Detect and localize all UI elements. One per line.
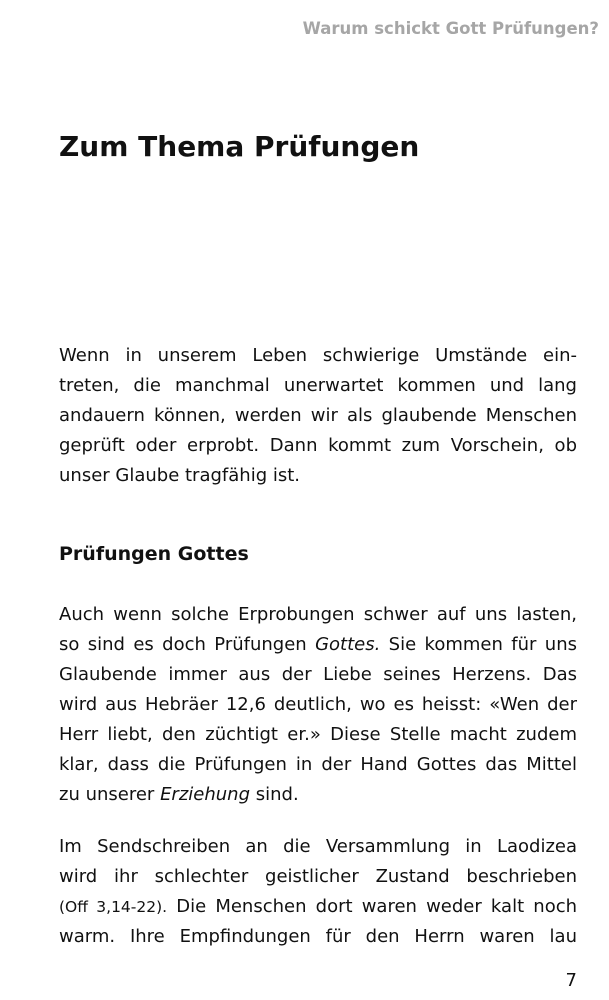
paragraph-line: warm. Ihre Empfindungen für den Herrn waren lau: [59, 926, 577, 947]
paragraph-line: geprüft oder erprobt. Dann kommt zum Vorschein, ob: [59, 435, 577, 456]
running-header: Warum schickt Gott Prüfungen?: [302, 19, 599, 38]
paragraph-line: treten, die manchmal unerwartet kommen und lang: [59, 375, 577, 396]
paragraph-line: wird aus Hebräer 12,6 deutlich, wo es heisst: «Wen der: [59, 694, 577, 715]
bible-reference: (Off 3,14-22).: [59, 898, 168, 916]
paragraph-line: [59, 630, 577, 660]
section-heading: Prüfungen Gottes: [59, 543, 249, 565]
chapter-title: Zum Thema Prüfungen: [59, 130, 420, 163]
section-paragraph-1: [59, 600, 577, 810]
text-run: zu unserer: [59, 784, 161, 805]
paragraph-line: andauern können, werden wir als glaubende Menschen: [59, 405, 577, 426]
paragraph-line: [59, 780, 577, 810]
section-paragraph-2: [59, 832, 577, 952]
paragraph-line: Glaubende immer aus der Liebe seines Herzens. Das: [59, 664, 577, 685]
intro-paragraph: [59, 341, 577, 491]
text-run: sind.: [250, 784, 299, 805]
text-run: so sind es doch Prüfungen: [59, 634, 316, 655]
paragraph-line: Herr liebt, den züchtigt er.» Diese Stelle macht zudem: [59, 724, 577, 745]
paragraph-line: Wenn in unserem Leben schwierige Umstände ein-: [59, 345, 577, 366]
paragraph-line: wird ihr schlechter geistlicher Zustand beschrieben: [59, 866, 577, 887]
text-run: Die Menschen dort waren weder kalt noch: [167, 896, 578, 917]
page-number: 7: [565, 970, 577, 991]
paragraph-line: unser Glaube tragfähig ist.: [59, 465, 300, 486]
paragraph-line: Im Sendschreiben an die Versammlung in Laodizea: [59, 836, 577, 857]
paragraph-line: [59, 892, 577, 922]
text-run: Sie kommen für uns: [380, 634, 577, 655]
emphasis-gottes: Gottes.: [315, 634, 381, 655]
emphasis-erziehung: Erziehung: [160, 784, 251, 805]
paragraph-line: klar, dass die Prüfungen in der Hand Gottes das Mittel: [59, 754, 577, 775]
paragraph-line: Auch wenn solche Erprobungen schwer auf uns lasten,: [59, 604, 577, 625]
